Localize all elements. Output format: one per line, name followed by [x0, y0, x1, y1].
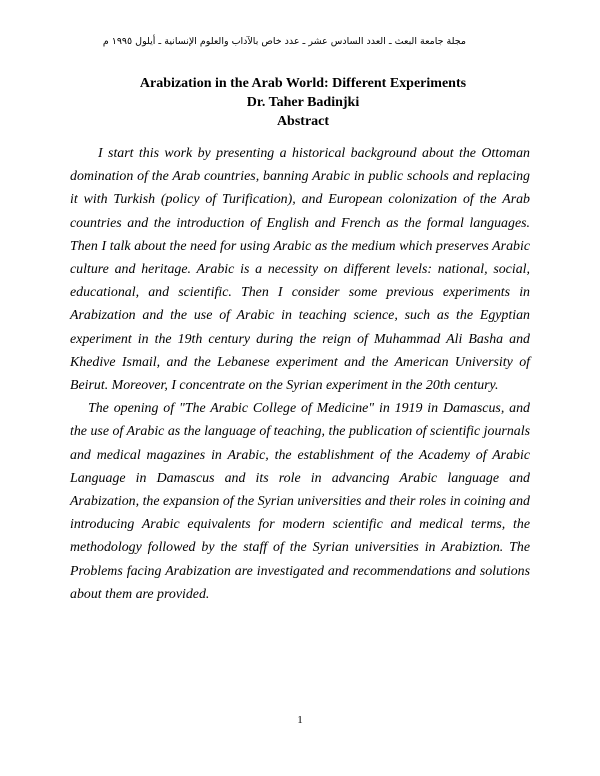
title-block — [0, 74, 600, 131]
abstract-paragraph-1: I start this work by presenting a historical background about the Ottoman domination of the Arab countries, banning Arabic in public schools and replacing it with Turkish (policy of Turification), and European colonization of the Arab countries and the introduction of English and French as the formal languages. Then I talk about the need for using Arabic as the medium which preserves Arabic culture and heritage. Arabic is a necessity on different levels: national, social, educational, and scientific. Then I consider some previous experiments in Arabization and the use of Arabic in teaching science, such as the Egyptian experiment in the 19th century during the reign of Muhammad Ali Basha and Khedive Ismail, and the Lebanese experiment and the American University of Beirut. Moreover, I concentrate on the Syrian experiment in the 20th century. — [70, 146, 530, 394]
abstract-body — [70, 142, 530, 606]
author-name: Dr. Taher Badinjki — [246, 95, 360, 110]
page-number: 1 — [297, 714, 303, 726]
article-title: Arabization in the Arab World: Different Experiments — [139, 76, 467, 91]
abstract-paragraph-2: The opening of "The Arabic College of Medicine" in 1919 in Damascus, and the use of Arabic as the language of teaching, the publication of scientific journals and medical magazines in Arabic, the establishment of the Academy of Arabic Language in Damascus and its role in advancing Arabic language and Arabization, the expansion of the Syrian universities and their roles in coining and introducing Arabic equivalents for modern scientific and medical terms, the methodology followed by the staff of the Syrian universities in Arabiztion. The Problems facing Arabization are investigated and recommendations and solutions about them are provided. — [70, 401, 530, 602]
abstract-heading: Abstract — [276, 114, 330, 129]
running-header: مجلة جامعة البعث ـ العدد السادس عشر ـ عدد خاص بالآداب والعلوم الإنسانية ـ أيلول ١٩٩٥ م — [102, 36, 466, 47]
